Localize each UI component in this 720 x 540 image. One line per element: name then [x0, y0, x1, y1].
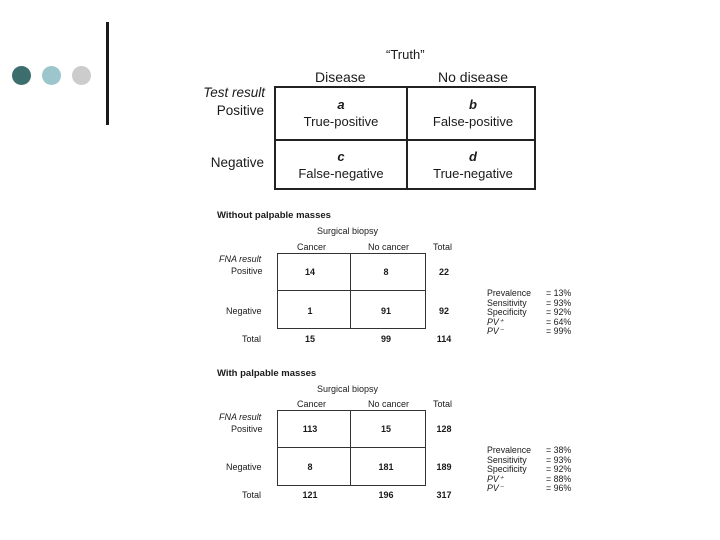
table2-col-no-cancer: No cancer [368, 399, 410, 409]
table1-cell-fp: 8 [383, 267, 389, 277]
cell-a-text: True-positive [303, 114, 379, 129]
cell-b [408, 96, 538, 130]
table2-col-cancer: Cancer [297, 399, 327, 409]
row-label-negative: Negative [210, 155, 264, 170]
table2-divider-horizontal [278, 447, 425, 448]
table1-row-negative: Negative [226, 306, 262, 316]
cell-c [276, 148, 406, 182]
cell-c-letter: c [337, 149, 345, 164]
table2-cell-pos-total: 128 [436, 424, 452, 434]
table1-row-total: Total [242, 334, 262, 344]
cell-d-text: True-negative [433, 166, 513, 181]
table1-cell-no-cancer-total: 99 [380, 334, 391, 344]
table1-row-positive: Positive [231, 266, 263, 276]
table2-row-total: Total [242, 490, 262, 500]
table1-cell-neg-total: 92 [438, 306, 449, 316]
truth-header: “Truth” [386, 47, 425, 62]
col-header-disease: Disease [315, 69, 366, 85]
table2-cell-tp: 113 [302, 424, 318, 434]
table1-cell-grand-total: 114 [436, 334, 452, 344]
table2-grid [277, 410, 426, 486]
table1-cell-fn: 1 [307, 306, 313, 316]
table1-col-no-cancer: No cancer [368, 242, 410, 252]
table1-grid [277, 253, 426, 329]
table1-title: Without palpable masses [217, 210, 331, 221]
table2-cell-grand-total: 317 [436, 490, 452, 500]
table2-super-header: Surgical biopsy [317, 384, 379, 394]
table2-cell-neg-total: 189 [436, 462, 452, 472]
table2-cell-cancer-total: 121 [302, 490, 318, 500]
table1-divider-vertical [350, 254, 351, 328]
table1-cell-tn: 91 [380, 306, 391, 316]
truth-table [274, 86, 536, 190]
divider-bar [106, 22, 109, 125]
table2-title: With palpable masses [217, 368, 317, 379]
table2-col-total: Total [433, 399, 453, 409]
table2-row-header: FNA result [219, 412, 262, 422]
cell-a [276, 96, 406, 130]
col-header-no-disease: No disease [438, 69, 509, 85]
row-label-positive: Positive [216, 103, 264, 118]
table1-cell-pos-total: 22 [438, 267, 449, 277]
row-header-test-result: Test result [203, 85, 265, 100]
cell-b-letter: b [469, 97, 477, 112]
dot-dark [12, 66, 31, 85]
cell-c-text: False-negative [298, 166, 384, 181]
table-divider-horizontal [276, 139, 534, 141]
table2-cell-fp: 15 [380, 424, 391, 434]
dot-light [72, 66, 91, 85]
table1-row-header: FNA result [219, 254, 262, 264]
table2-cell-fn: 8 [307, 462, 313, 472]
table1-cell-tp: 14 [304, 267, 315, 277]
cell-d-letter: d [469, 149, 477, 164]
table1-super-header: Surgical biopsy [317, 226, 379, 236]
table2-cell-tn: 181 [378, 462, 394, 472]
table1-cell-cancer-total: 15 [304, 334, 315, 344]
cell-d [408, 148, 538, 182]
table2-divider-vertical [350, 411, 351, 485]
table2-cell-no-cancer-total: 196 [378, 490, 394, 500]
table1-col-total: Total [433, 242, 453, 252]
cell-a-letter: a [337, 97, 345, 112]
dot-mid [42, 66, 61, 85]
cell-b-text: False-positive [432, 114, 514, 129]
table2-row-negative: Negative [226, 462, 262, 472]
table2-row-positive: Positive [231, 424, 263, 434]
table1-col-cancer: Cancer [297, 242, 327, 252]
table1-divider-horizontal [278, 290, 425, 291]
